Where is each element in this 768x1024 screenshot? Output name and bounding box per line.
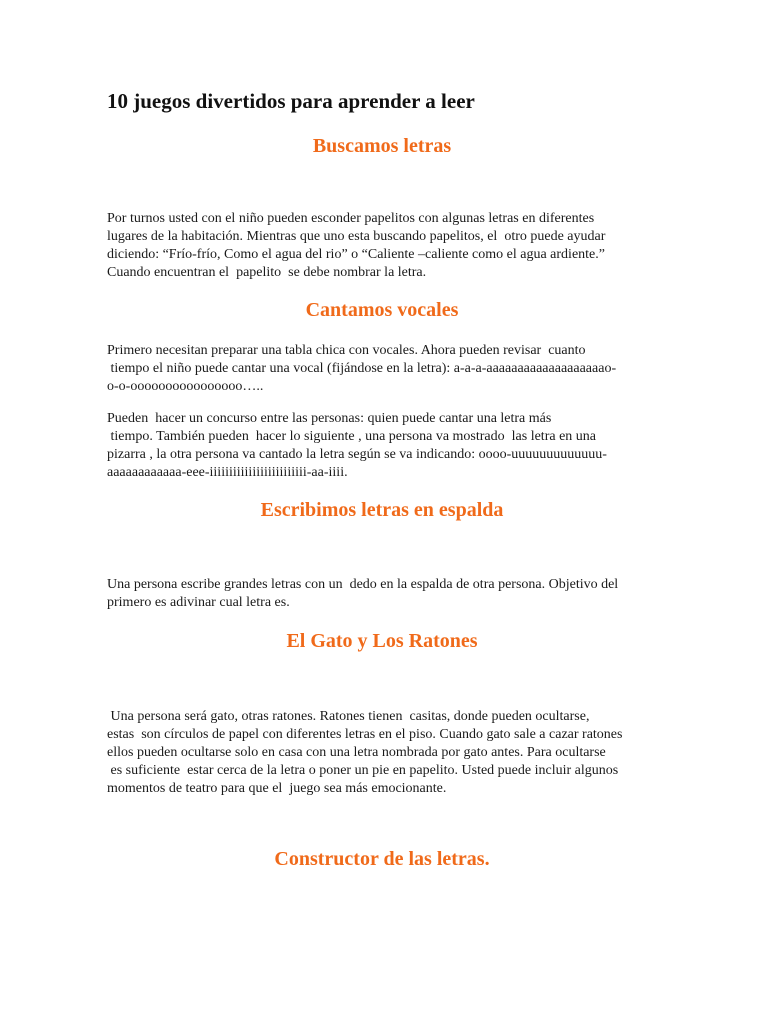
- section-heading-el-gato: El Gato y Los Ratones: [286, 630, 478, 652]
- paragraph-line: Pueden hacer un concurso entre las personas: quien puede cantar una letra más: [107, 411, 552, 426]
- paragraph-line: momentos de teatro para que el juego sea más emocionante.: [107, 781, 447, 796]
- paragraph-line: Una persona será gato, otras ratones. Ratones tienen casitas, donde pueden ocultarse,: [107, 709, 590, 724]
- paragraph-escribimos-letras: [107, 576, 667, 612]
- section-heading-escribimos-letras: Escribimos letras en espalda: [260, 499, 504, 521]
- paragraph-line: primero es adivinar cual letra es.: [107, 595, 290, 610]
- section-heading-constructor: Constructor de las letras.: [274, 848, 490, 870]
- paragraph-line: Primero necesitan preparar una tabla chica con vocales. Ahora pueden revisar cuanto: [107, 343, 586, 358]
- paragraph-line: es suficiente estar cerca de la letra o poner un pie en papelito. Usted puede incluir algunos: [107, 763, 619, 778]
- paragraph-line: tiempo el niño puede cantar una vocal (fijándose en la letra): a-a-a-aaaaaaaaaaaaaaaaaaao-: [107, 361, 617, 376]
- paragraph-line: lugares de la habitación. Mientras que uno esta buscando papelitos, el otro puede ayudar: [107, 229, 606, 244]
- paragraph-el-gato: [107, 708, 667, 798]
- paragraph-line: aaaaaaaaaaaa-eee-iiiiiiiiiiiiiiiiiiiiiiiii-aa-iiii.: [107, 465, 348, 480]
- paragraph-line: Por turnos usted con el niño pueden esconder papelitos con algunas letras en diferentes: [107, 211, 595, 226]
- paragraph-line: estas son círculos de papel con diferentes letras en el piso. Cuando gato sale a cazar ratones: [107, 727, 623, 742]
- paragraph-cantamos-vocales-1: [107, 342, 667, 396]
- section-heading-buscamos-letras: Buscamos letras: [312, 135, 452, 157]
- document-title: 10 juegos divertidos para aprender a leer: [107, 89, 475, 113]
- paragraph-line: Una persona escribe grandes letras con un dedo en la espalda de otra persona. Objetivo del: [107, 577, 619, 592]
- paragraph-line: pizarra , la otra persona va cantado la letra según se va indicando: oooo-uuuuuuuuuuuuu-: [107, 447, 607, 462]
- paragraph-cantamos-vocales-2: [107, 410, 667, 482]
- paragraph-line: diciendo: “Frío-frío, Como el agua del rio” o “Caliente –caliente como el agua ardiente.”: [107, 247, 605, 262]
- paragraph-line: Cuando encuentran el papelito se debe nombrar la letra.: [107, 265, 427, 280]
- paragraph-line: o-o-oooooooooooooooo…..: [107, 379, 264, 394]
- paragraph-buscamos-letras: [107, 210, 667, 282]
- paragraph-line: tiempo. También pueden hacer lo siguiente , una persona va mostrado las letra en una: [107, 429, 596, 444]
- section-heading-cantamos-vocales: Cantamos vocales: [305, 299, 459, 321]
- paragraph-line: ellos pueden ocultarse solo en casa con una letra nombrada por gato antes. Para ocultarse: [107, 745, 606, 760]
